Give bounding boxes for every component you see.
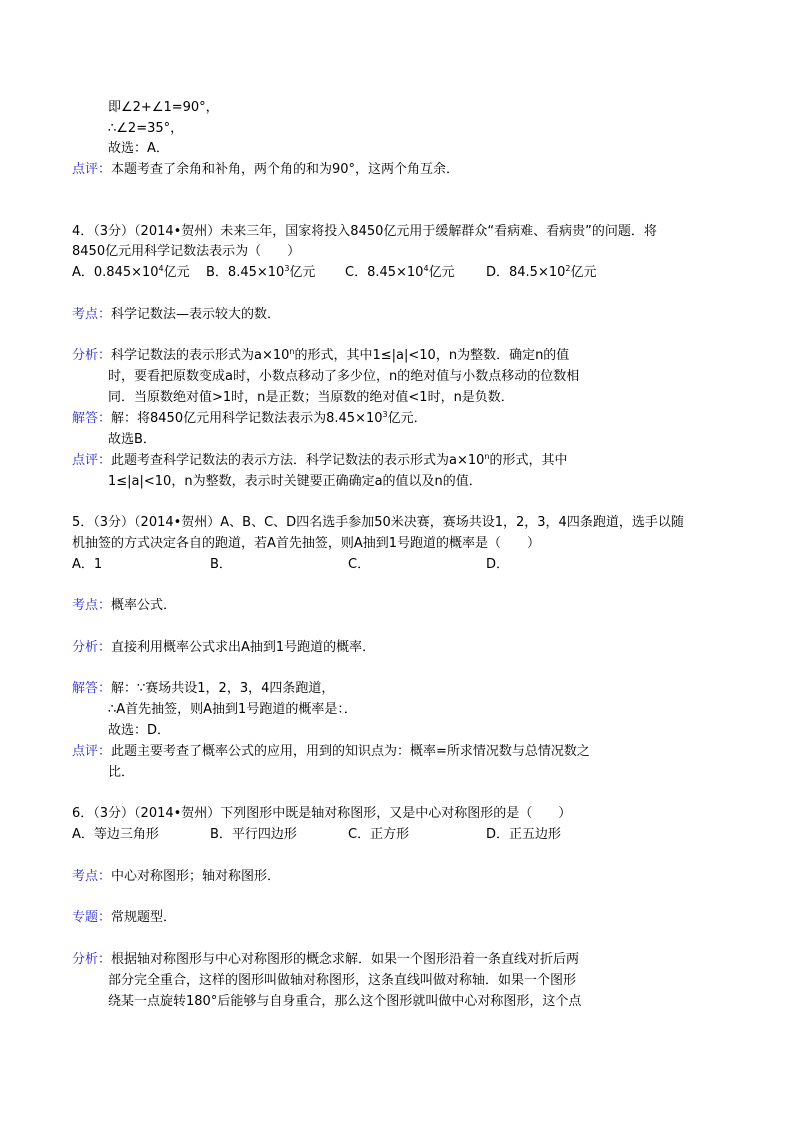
prev-comment bbox=[72, 162, 459, 178]
comment-text: 本题考查了余角和补角，两个角的和为90°，这两个角互余． bbox=[111, 162, 460, 177]
q5-option-b: B． bbox=[210, 557, 232, 572]
q4-opt-c-text: C．8.45×10 bbox=[345, 265, 424, 280]
q4-fenxi-1-exp: n bbox=[289, 347, 295, 356]
q4-jieda-2: 故选B． bbox=[108, 432, 156, 447]
q6-fenxi-1-text: 根据轴对称图形与中心对称图形的概念求解．如果一个图形沿着一条直线对折后两 bbox=[111, 952, 580, 967]
q6-fenxi-3: 绕某一点旋转180°后能够与自身重合，那么这个图形就叫做中心对称图形，这个点 bbox=[108, 994, 582, 1009]
q4-kaodian-text: 科学记数法—表示较大的数． bbox=[111, 307, 281, 322]
q4-opt-d-unit: 亿元 bbox=[570, 265, 597, 280]
q4-opt-c-unit: 亿元 bbox=[428, 265, 455, 280]
q6-stem: 6．（3分）（2014•贺州）下列图形中既是轴对称图形，又是中心对称图形的是（ ） bbox=[72, 806, 572, 821]
q4-fenxi-1b: 的形式，其中1≤|a|<10，n为整数．确定n的值 bbox=[294, 348, 570, 363]
prev-line-2: ∴∠2=35°， bbox=[108, 121, 184, 136]
q4-kaodian bbox=[72, 307, 280, 323]
q5-option-d: D． bbox=[486, 557, 510, 572]
q4-opt-a-unit: 亿元 bbox=[163, 265, 190, 280]
q6-option-d: D．正五边形 bbox=[486, 827, 562, 842]
q4-stem-2: 8450亿元用科学记数法表示为（ ） bbox=[72, 244, 301, 259]
q5-jieda-1 bbox=[72, 681, 334, 697]
q4-kaodian-label: 考点： bbox=[72, 307, 112, 322]
q4-opt-a-text: A．0.845×10 bbox=[72, 265, 159, 280]
q6-fenxi-label: 分析： bbox=[72, 952, 112, 967]
q4-option-c bbox=[345, 265, 455, 281]
q6-kaodian bbox=[72, 869, 280, 885]
q4-fenxi-1 bbox=[72, 348, 569, 364]
q4-opt-c-exp: 4 bbox=[423, 264, 429, 273]
q5-dianping-1-text: 此题主要考查了概率公式的应用，用到的知识点为：概率=所求情况数与总情况数之 bbox=[111, 744, 590, 759]
q6-option-b: B．平行四边形 bbox=[210, 827, 297, 842]
q4-opt-b-text: B．8.45×10 bbox=[206, 265, 285, 280]
q6-zhuanti bbox=[72, 910, 176, 926]
q6-zhuanti-label: 专题： bbox=[72, 910, 112, 925]
q4-fenxi-1a: 科学记数法的表示形式为a×10 bbox=[111, 348, 290, 363]
q4-jieda-1b: 亿元． bbox=[387, 411, 427, 426]
prev-line-1: 即∠2+∠1=90°， bbox=[108, 100, 219, 115]
q4-jieda-1a: 解：将8450亿元用科学记数法表示为8.45×10 bbox=[111, 411, 383, 426]
q6-kaodian-label: 考点： bbox=[72, 869, 112, 884]
q6-kaodian-text: 中心对称图形；轴对称图形． bbox=[111, 869, 281, 884]
q6-zhuanti-text: 常规题型． bbox=[111, 910, 177, 925]
q5-kaodian-text: 概率公式． bbox=[111, 598, 177, 613]
q5-dianping-label: 点评： bbox=[72, 744, 112, 759]
q4-opt-b-unit: 亿元 bbox=[289, 265, 316, 280]
q5-dianping-1 bbox=[72, 744, 590, 760]
q4-option-d bbox=[486, 265, 597, 281]
q4-fenxi-label: 分析： bbox=[72, 348, 112, 363]
q4-opt-b-exp: 3 bbox=[284, 264, 290, 273]
q4-opt-d-text: D．84.5×10 bbox=[486, 265, 566, 280]
q4-option-b bbox=[206, 265, 315, 281]
q5-dianping-2: 比． bbox=[108, 765, 135, 780]
q6-option-c: C．正方形 bbox=[348, 827, 410, 842]
q5-fenxi bbox=[72, 640, 375, 656]
q4-opt-d-exp: 2 bbox=[565, 264, 571, 273]
comment-label: 点评： bbox=[72, 162, 112, 177]
q4-jieda-1-exp: 3 bbox=[382, 410, 388, 419]
q5-jieda-2: ∴A首先抽签，则A抽到1号跑道的概率是：． bbox=[108, 702, 357, 717]
q6-option-a: A．等边三角形 bbox=[72, 827, 159, 842]
q5-kaodian bbox=[72, 598, 176, 614]
q5-option-c: C． bbox=[348, 557, 371, 572]
q5-jieda-3: 故选：D． bbox=[108, 723, 171, 738]
q4-dianping-1 bbox=[72, 453, 568, 469]
q5-fenxi-label: 分析： bbox=[72, 640, 112, 655]
q4-option-a bbox=[72, 265, 190, 281]
q4-dianping-1b: 的形式，其中 bbox=[489, 453, 568, 468]
q4-opt-a-exp: 4 bbox=[158, 264, 164, 273]
q5-fenxi-text: 直接利用概率公式求出A抽到1号跑道的概率． bbox=[111, 640, 376, 655]
q6-fenxi-2: 部分完全重合，这样的图形叫做轴对称图形，这条直线叫做对称轴．如果一个图形 bbox=[108, 973, 577, 988]
q4-dianping-1-exp: n bbox=[484, 452, 490, 461]
q4-dianping-label: 点评： bbox=[72, 453, 112, 468]
q5-jieda-1-text: 解：∵赛场共设1，2，3，4四条跑道， bbox=[111, 681, 335, 696]
q4-stem-1: 4．（3分）（2014•贺州）未来三年，国家将投入8450亿元用于缓解群众“看病难、看病贵”的问题．将 bbox=[72, 224, 657, 239]
q5-kaodian-label: 考点： bbox=[72, 598, 112, 613]
q5-option-a: A．1 bbox=[72, 557, 103, 572]
q4-dianping-1a: 此题考查科学记数法的表示方法．科学记数法的表示形式为a×10 bbox=[111, 453, 485, 468]
q4-fenxi-2: 时，要看把原数变成a时，小数点移动了多少位，n的绝对值与小数点移动的位数相 bbox=[108, 369, 580, 384]
q4-fenxi-3: 同．当原数绝对值>1时，n是正数；当原数的绝对值<1时，n是负数． bbox=[108, 390, 514, 405]
q5-jieda-label: 解答： bbox=[72, 681, 112, 696]
q5-stem-1: 5．（3分）（2014•贺州）A、B、C、D四名选手参加50米决赛，赛场共设1，2，3，4四条跑道，选手以随 bbox=[72, 515, 684, 530]
q4-dianping-2: 1≤|a|<10，n为整数，表示时关键要正确确定a的值以及n的值． bbox=[108, 474, 482, 489]
q4-jieda-1 bbox=[72, 411, 427, 427]
q5-stem-2: 机抽签的方式决定各自的跑道，若A首先抽签，则A抽到1号跑道的概率是（ ） bbox=[72, 536, 541, 551]
q4-jieda-label: 解答： bbox=[72, 411, 112, 426]
prev-line-3: 故选：A． bbox=[108, 141, 169, 156]
q6-fenxi-1 bbox=[72, 952, 579, 968]
